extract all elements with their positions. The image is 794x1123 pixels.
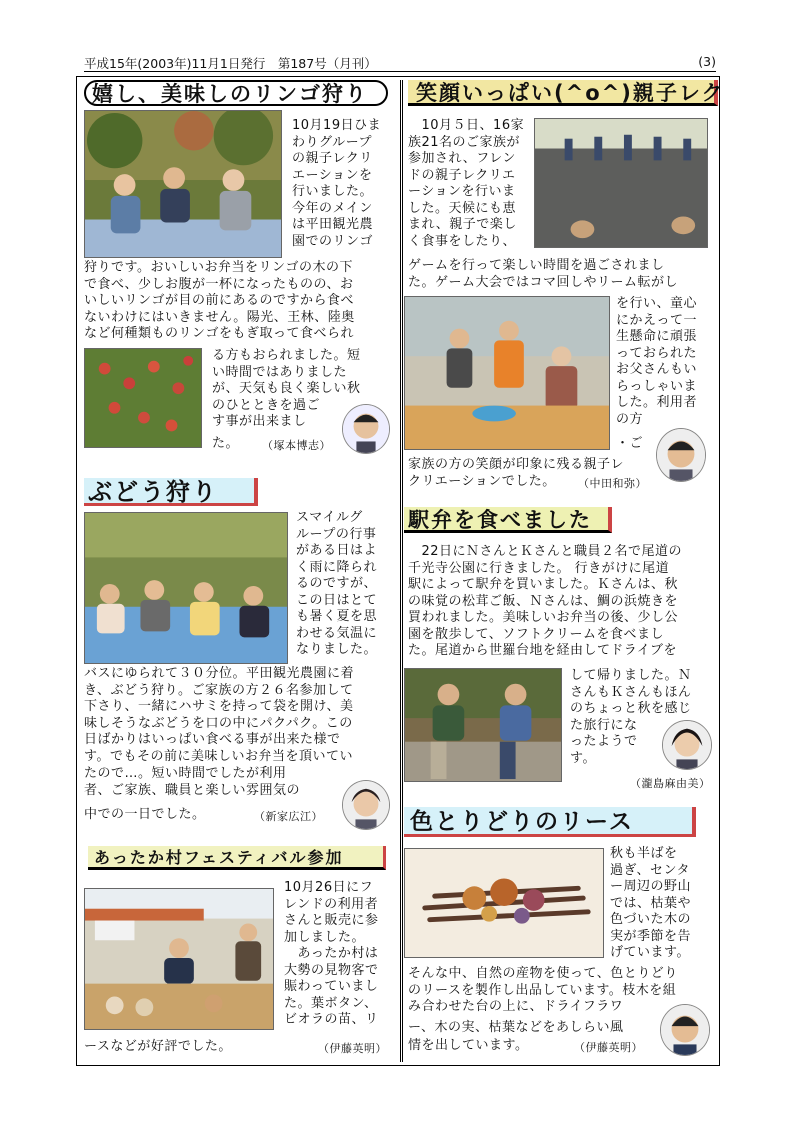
apple-picking-title: 嬉し、美味しのリンゴ狩り (84, 80, 388, 106)
family-text-4: 家族の方の笑顔が印象に残る親子レ (408, 457, 625, 472)
ekiben-title: 駅弁を食べました (404, 507, 612, 533)
grape-text-1: スマイルグ ループの行事 がある日はよ く雨に降られ るのですが、 この日はとて も暑く夏を思 わせる気温に なりました。 (296, 510, 378, 657)
wreath-credit: （伊藤英明） (574, 1041, 643, 1054)
family-text-last: クリエーションでした。 (408, 474, 556, 489)
festival-title: あったか村フェスティバル参加 (88, 846, 386, 870)
wreath-text-last: 情を出しています。 (408, 1038, 529, 1053)
grape-credit: （新家広江） (254, 810, 323, 823)
game-hall-photo (404, 296, 610, 450)
grape-picking-title: ぶどう狩り (84, 478, 258, 506)
family-text-1: 10月５日、16家 族21名のご家族が 参加され、フレン ドの親子レクリエ ーションを行いま した。天候にも恵 まれ、親子で楽し く食事をしたり、 (408, 118, 525, 249)
family-text-3b: ・ご (616, 436, 644, 451)
page-number: (3) (698, 54, 716, 69)
apple-picnic-photo (84, 110, 282, 258)
family-credit: （中田和弥） (578, 477, 647, 490)
apple-text-1: 10月19日ひま わりグループ の親子レクリ エーションを 行いました。 今年のメイン は平田観光農 園でのリンゴ (292, 118, 382, 249)
apple-text-last: た。 (212, 436, 240, 451)
page-header (84, 52, 716, 72)
issue-info: 平成15年(2003年)11月1日発行 第187号（月刊） (84, 56, 377, 71)
festival-text-1: 10月26日にフ レンドの利用者 さんと販売に参 加しました。 あったか村は 大勢の見物客で 賑わっていまし た。葉ボタン、 ビオラの苗、リ (284, 880, 379, 1027)
wreath-title: 色とりどりのリース (404, 807, 696, 837)
author-portrait-ito (660, 1004, 710, 1056)
ekiben-credit: （瀧島麻由美） (630, 777, 711, 790)
apple-text-3: る方もおられました。短 い時間ではありました が、天気も良く楽しい秋 のひとときを過ご す事が出来まし (212, 348, 361, 429)
apple-tree-photo (84, 348, 202, 448)
wreath-photo (404, 848, 604, 958)
wreath-text-3: ー、木の実、枯葉などをあしらい風 (408, 1020, 624, 1035)
grape-text-last: 中での一日でした。 (84, 807, 206, 822)
author-portrait-tsukamoto (342, 404, 390, 454)
game-field-photo (534, 118, 708, 248)
author-portrait-nakata (656, 428, 706, 482)
apple-credit: （塚本博志） (262, 439, 331, 452)
author-portrait-shinya (342, 780, 390, 830)
wreath-text-1: 秋も半ばを 過ぎ、センタ ー周辺の野山 では、枯葉や 色づいた木の 実が季節を告 げています。 (610, 846, 692, 960)
festival-photo (84, 888, 274, 1030)
ekiben-photo (404, 668, 562, 782)
festival-credit: （伊藤英明） (318, 1042, 387, 1055)
festival-text-last: ースなどが好評でした。 (84, 1039, 232, 1054)
grape-text-2: バスにゆられて３０分位。平田観光農園に着 き、ぶどう狩り。ご家族の方２６名参加して 下さり、一緒にハサミを持って袋を開け、美 味しそうなぶどうを口の中にパクパク。この 日ばかりはいっぱい食べる事が出来た様で す。でもその前に美味しいお弁当を頂いてい (84, 666, 355, 764)
grape-text-3: たので…。短い時間でしたが利用 者、ご家族、職員と楽しい雰囲気の (84, 766, 301, 798)
grape-picnic-photo (84, 512, 288, 664)
wreath-text-2: そんな中、自然の産物を使って、色とりどり のリースを製作し出品しています。枝木を組 み合わせた台の上に、ドライフラワ (408, 966, 678, 1014)
apple-text-2: 狩りです。おいしいお弁当をリンゴの木の下 で食べ、少しお腹が一杯になったものの、お いしいリンゴが目の前にあるのですから食べ ないわけにはいきません。陽光、王林、陸奥 など何種類ものリンゴをもぎ取って食べられ (84, 260, 355, 341)
family-text-2: ゲームを行って楽しい時間を過ごされまし た。ゲーム大会ではコマ回しやリーム転がし (408, 258, 679, 290)
column-divider (400, 80, 403, 1062)
author-portrait-takishima (662, 720, 712, 770)
family-recreation-title: 笑顔いっぱい(^o^)親子レク (408, 80, 718, 106)
ekiben-text-2: して帰りました。Ｎ さんもＫさんもほん のちょっと秋を感じ た旅行にな ったようで す。 (570, 668, 692, 766)
family-text-3: を行い、童心 にかえって一 生懸命に頑張 っておられた お父さんもい らっしゃいま した。利用者 の方 (616, 296, 698, 427)
ekiben-text-1: 22日にＮさんとＫさんと職員２名で尾道の 千光寺公園に行きました。 行きがけに尾道 駅によって駅弁を買いました。Ｋさんは、秋 の味覚の松茸ご飯、Ｎさんは、鯛の浜焼きを 買われました。美味しいお弁当の後、少し公 園を散歩して、ソフトクリームを食べまし た。尾道から世羅台地を経由してドライブを (408, 544, 683, 658)
